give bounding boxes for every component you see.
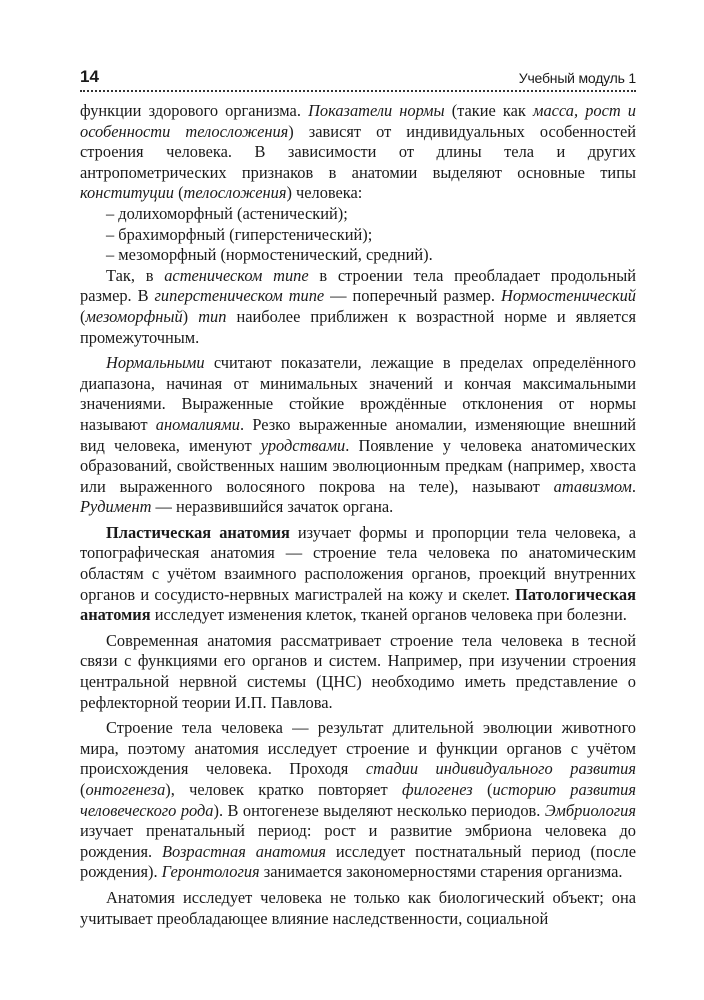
italic-term: аномалиями xyxy=(155,414,240,434)
text-run: — поперечный размер. xyxy=(324,286,502,306)
text-run: . Резко выраженные аномалии, изменяющие внешний вид человека, именуют xyxy=(80,414,637,455)
text-run: (такие как xyxy=(444,101,533,120)
text-run: . Появление у человека анатомических образований, свойственных нашим эволюционным предкам (например, хвоста или выраженного волосяного покрова на теле), называют xyxy=(80,435,636,496)
page-number: 14 xyxy=(80,67,99,86)
list-item: – брахиморфный (гиперстенический); xyxy=(106,224,373,244)
italic-term: онтогенеза xyxy=(85,780,166,799)
paragraph-plastic-anatomy xyxy=(80,523,636,626)
page-body xyxy=(80,101,636,929)
italic-term: Нормостенический xyxy=(501,286,637,306)
text-run: Анатомия исследует человека не только как биологический объект; она учитывает преобладающее влияние наследственности, социальной xyxy=(80,887,636,928)
text-run: ) зависят от индивидуальных особенностей строения человека. В зависимости от длины тела и других антропометрических признаков в анатомии выделяют основные типы xyxy=(80,121,637,182)
text-run: ( xyxy=(80,306,86,326)
italic-term: конституции xyxy=(80,183,174,203)
italic-term: астеническом типе xyxy=(164,265,309,285)
italic-term: телосложения xyxy=(183,183,287,203)
text-run: ( xyxy=(472,780,493,799)
text-run: ) человека: xyxy=(286,183,363,203)
text-run: ), человек кратко повторяет xyxy=(165,780,403,799)
italic-term: гиперстеническом типе xyxy=(154,286,325,306)
text-run: наиболее приближен к возрастной норме и является промежуточным. xyxy=(80,306,636,347)
running-header xyxy=(80,62,636,92)
text-run: считают показатели, лежащие в пределах определённого диапазона, начиная от минимальных значений и кончая максимальными значениями. Выраженные стойкие врождённые отклонения от нормы называют xyxy=(80,353,636,434)
text-run: Строение тела человека — результат длительной эволюции животного мира, поэтому анатомия исследует строение и функции органов с учётом происхождения человека. Проходя xyxy=(80,718,636,779)
bold-term: Патологическая анатомия xyxy=(80,584,636,625)
book-page xyxy=(80,62,636,929)
paragraph-anomalies xyxy=(80,353,636,518)
text-run: ). В онтогенезе выделяют несколько периодов. xyxy=(213,800,545,820)
paragraph-evolution xyxy=(80,718,636,883)
text-run: ) xyxy=(182,306,199,326)
italic-term: атавизмом xyxy=(553,476,632,496)
italic-term: уродствами xyxy=(260,435,346,455)
text-run: исследует изменения клеток, тканей органов человека при болезни. xyxy=(150,605,627,625)
bold-term: Пластическая анатомия xyxy=(106,522,290,542)
text-run: Современная анатомия рассматривает строение тела человека в тесной связи с функциями его органов и систем. Например, при изучении строения центральной нервной системы (ЦНС) необходимо иметь представление о рефлекторной теории И.П. Павлова. xyxy=(80,630,636,712)
list-item: – долихоморфный (астенический); xyxy=(106,203,348,223)
italic-term: Показатели нормы xyxy=(308,101,445,120)
italic-term: Геронтология xyxy=(161,862,260,882)
paragraph-body-types xyxy=(80,266,636,348)
italic-term: масса, рост и особенности телосложения xyxy=(80,101,637,141)
text-run: изучает формы и пропорции тела человека, а топографическая анатомия — строение тела человека по анатомическим областям с учётом взаимного расположения органов, проекций внутренних органов и сосудисто-нервных магистралей на кожу и скелет. xyxy=(80,522,636,604)
italic-term: Нормальными xyxy=(106,353,205,373)
text-run: — неразвившийся зачаток органа. xyxy=(151,497,394,517)
list-item: – мезоморфный (нормостенический, средний). xyxy=(106,245,433,265)
paragraph-norm-indicators xyxy=(80,101,636,204)
italic-term: историю развития человеческого рода xyxy=(80,780,636,820)
text-run: . xyxy=(631,476,636,496)
italic-term: Эмбриология xyxy=(544,800,636,820)
italic-term: Возрастная анатомия xyxy=(162,841,326,861)
paragraph-heredity xyxy=(80,888,636,929)
italic-term: Рудимент xyxy=(80,497,152,517)
italic-term: филогенез xyxy=(402,780,473,799)
module-title: Учебный модуль 1 xyxy=(518,70,636,86)
text-run: занимается закономерностями старения организма. xyxy=(259,862,623,882)
italic-term: стадии индивидуального развития xyxy=(365,759,636,779)
text-run: исследует постнатальный период (после рождения). xyxy=(80,841,636,882)
text-run: ( xyxy=(173,183,184,203)
text-run: в строении тела преобладает продольный размер. В xyxy=(80,265,636,306)
text-run: ( xyxy=(80,780,86,799)
text-run: Так, в xyxy=(106,265,165,285)
paragraph-modern-anatomy xyxy=(80,631,636,713)
text-run: функции здорового организма. xyxy=(80,101,309,120)
constitution-types-list xyxy=(80,204,636,266)
text-run: изучает пренатальный период: рост и развитие эмбриона человека до рождения. xyxy=(80,821,636,861)
italic-term: тип xyxy=(198,306,227,326)
italic-term: мезоморфный xyxy=(85,306,183,326)
